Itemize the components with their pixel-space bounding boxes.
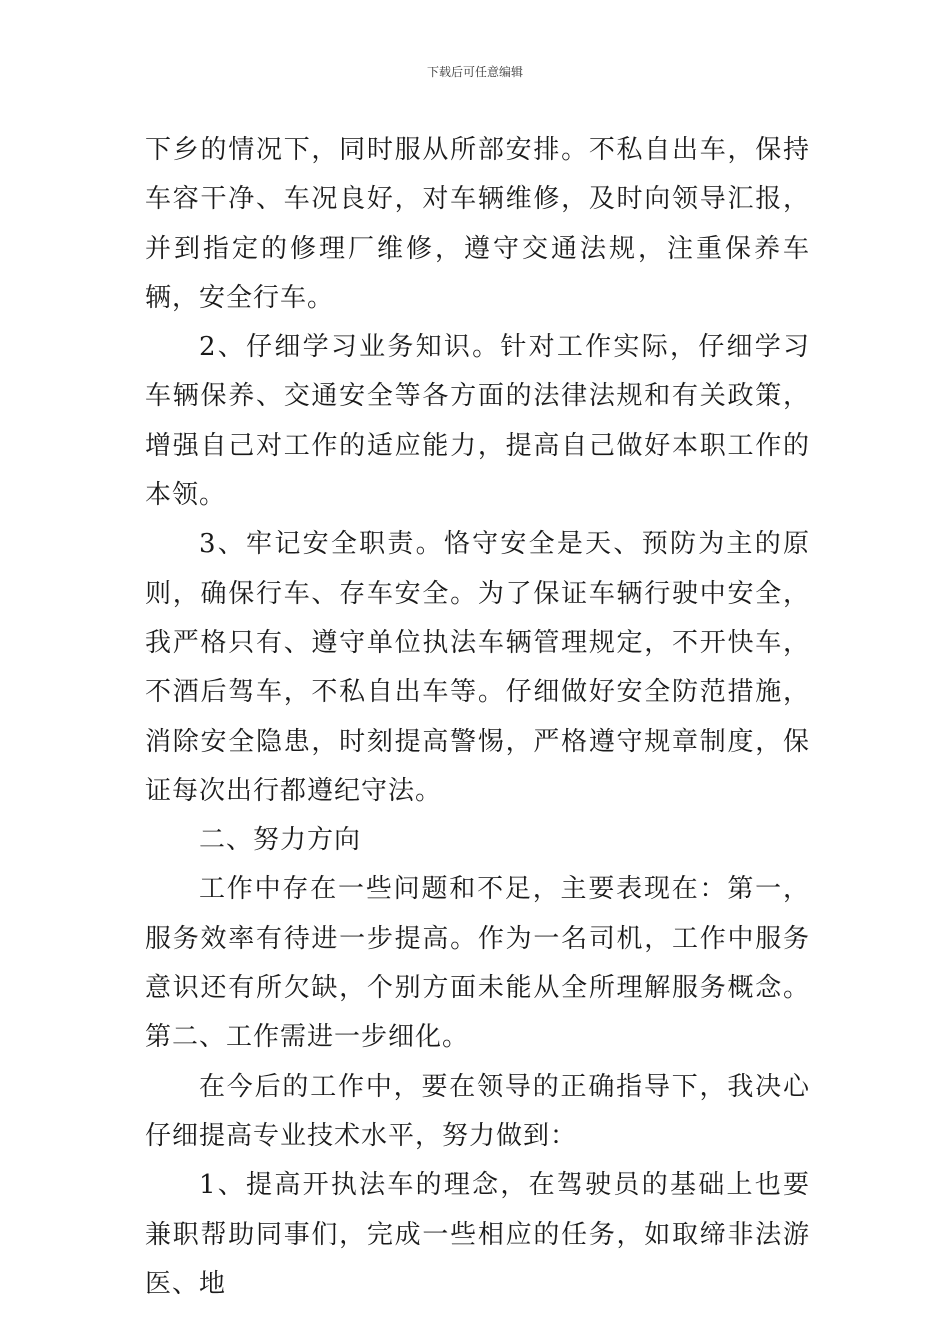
paragraph-item-1: 1、提高开执法车的理念，在驾驶员的基础上也要兼职帮助同事们，完成一些相应的任务，如取缔非法游医、地 bbox=[145, 1170, 810, 1299]
paragraph-item-3: 3、牢记安全职责。恪守安全是天、预防为主的原则，确保行车、存车安全。为了保证车辆行驶中安全，我严格只有、遵守单位执法车辆管理规定，不开快车，不酒后驾车，不私自出车等。仔细做好安全防范措施，消除安全隐患，时刻提高警惕，严格遵守规章制度，保证每次出行都遵纪守法。 bbox=[145, 529, 810, 806]
paragraph-item-2: 2、仔细学习业务知识。针对工作实际，仔细学习车辆保养、交通安全等各方面的法律法规和有关政策，增强自己对工作的适应能力，提高自己做好本职工作的本领。 bbox=[145, 332, 810, 511]
page-header-note: 下载后可任意编辑 bbox=[426, 65, 523, 79]
document-body bbox=[145, 126, 810, 1309]
section-heading: 二、努力方向 bbox=[199, 825, 362, 856]
paragraph-future: 在今后的工作中，要在领导的正确指导下，我决心仔细提高专业技术水平，努力做到： bbox=[145, 1071, 810, 1151]
paragraph-continuation: 下乡的情况下，同时服从所部安排。不私自出车，保持车容干净、车况良好，对车辆维修，及时向领导汇报，并到指定的修理厂维修，遵守交通法规，注重保养车辆，安全行车。 bbox=[145, 135, 810, 313]
paragraph-problems: 工作中存在一些问题和不足，主要表现在：第一，服务效率有待进一步提高。作为一名司机，工作中服务意识还有所欠缺，个别方面未能从全所理解服务概念。第二、工作需进一步细化。 bbox=[145, 874, 810, 1053]
